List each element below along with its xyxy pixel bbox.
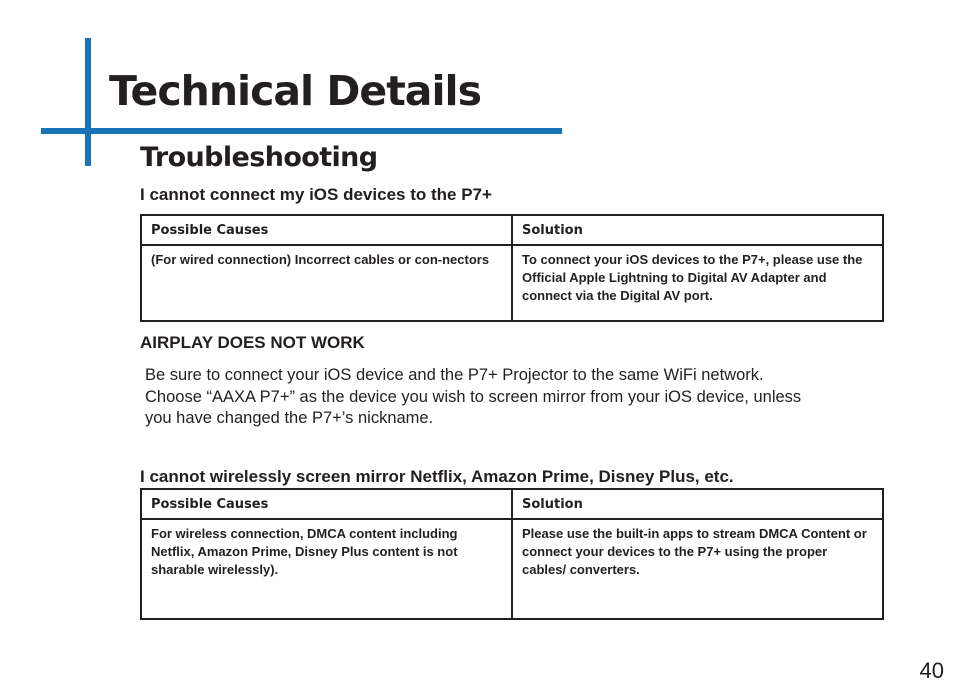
troubleshooting-table-ios xyxy=(140,214,884,322)
question-ios-connect: I cannot connect my iOS devices to the P7+ xyxy=(140,185,492,204)
accent-vertical-bar xyxy=(85,38,91,166)
section-subtitle: Troubleshooting xyxy=(140,142,378,173)
table-header-row xyxy=(141,489,883,519)
table-row xyxy=(141,245,883,321)
accent-horizontal-bar xyxy=(41,128,562,134)
airplay-instructions xyxy=(145,365,885,430)
instruction-line: you have changed the P7+’s nickname. xyxy=(145,409,434,427)
header-possible-causes: Possible Causes xyxy=(141,489,512,519)
header-possible-causes: Possible Causes xyxy=(141,215,512,245)
question-airplay: AIRPLAY DOES NOT WORK xyxy=(140,333,365,352)
troubleshooting-table-mirror xyxy=(140,488,884,620)
question-screen-mirror: I cannot wirelessly screen mirror Netflix, Amazon Prime, Disney Plus, etc. xyxy=(140,467,734,486)
solution-cell: Please use the built-in apps to stream DMCA Content or connect your devices to the P7+ using the proper cables/ converters. xyxy=(512,519,883,619)
table-header-row xyxy=(141,215,883,245)
cause-cell: For wireless connection, DMCA content including Netflix, Amazon Prime, Disney Plus content is not sharable wirelessly). xyxy=(141,519,512,619)
header-solution: Solution xyxy=(512,215,883,245)
table-row xyxy=(141,519,883,619)
header-solution: Solution xyxy=(512,489,883,519)
instruction-line: Choose “AAXA P7+” as the device you wish to screen mirror from your iOS device, unless xyxy=(145,387,802,406)
page-title: Technical Details xyxy=(109,67,481,115)
solution-cell: To connect your iOS devices to the P7+, please use the Official Apple Lightning to Digital AV Adapter and connect via the Digital AV port. xyxy=(512,245,883,321)
cause-cell: (For wired connection) Incorrect cables or con-nectors xyxy=(141,245,512,321)
instruction-line: Be sure to connect your iOS device and the P7+ Projector to the same WiFi network. xyxy=(145,366,764,384)
page-number: 40 xyxy=(919,658,944,683)
